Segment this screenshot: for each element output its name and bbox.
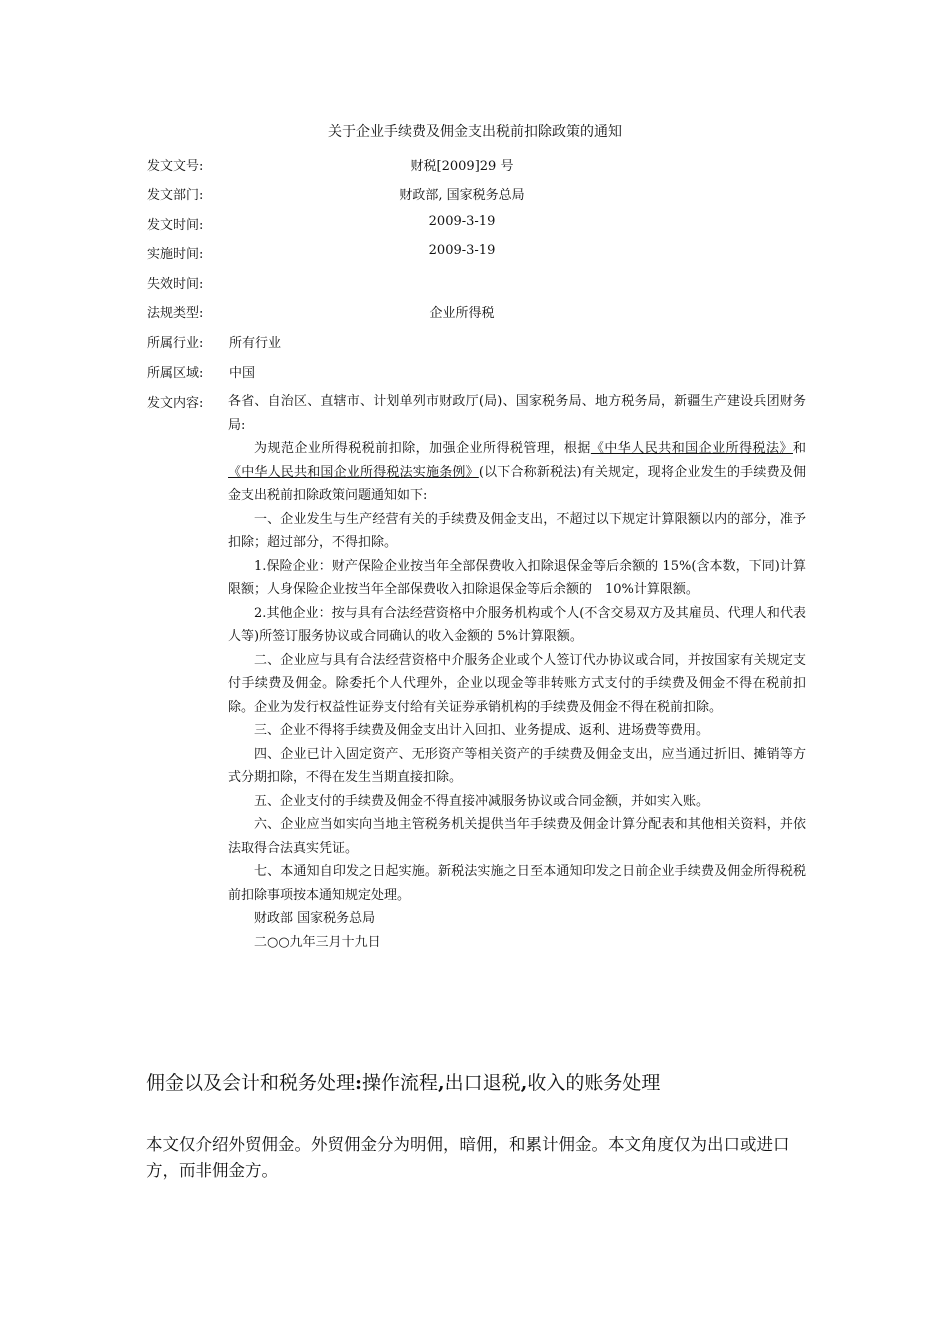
paragraph: 五、企业支付的手续费及佣金不得直接冲减服务协议或合同金额，并如实入账。 [254, 793, 710, 809]
field-doc-number [147, 155, 807, 175]
field-value: 中国 [229, 366, 256, 381]
field-effective-date [147, 243, 807, 263]
heading-part: 操作流程 [362, 1072, 439, 1094]
heading-punct: , [520, 1072, 528, 1094]
addressee: 各省、自治区、直辖市、计划单列市财政厅(局)、国家税务局、地方税务局，新疆生产建设兵团财务局: [228, 394, 806, 433]
intro-post: (以下合称新税法)有关规定，现将企业发生的手续费及佣金支出税前扣除政策问题通知如下: [228, 464, 806, 503]
field-label: 所属行业: [147, 336, 204, 351]
implementation-rules-link[interactable]: 《中华人民共和国企业所得税法实施条例》 [228, 464, 479, 480]
notice-title: 关于企业手续费及佣金支出税前扣除政策的通知 [328, 124, 622, 140]
paragraph: 六、企业应当如实向当地主管税务机关提供当年手续费及佣金计算分配表和其他相关资料，并依法取得合法真实凭证。 [228, 817, 806, 856]
signature: 财政部 国家税务总局 [254, 911, 376, 926]
paragraph: 七、本通知自印发之日起实施。新税法实施之日至本通知印发之日前企业手续费及佣金所得税税前扣除事项按本通知规定处理。 [228, 864, 806, 903]
paragraph: 二、企业应与具有合法经营资格中介服务企业或个人签订代办协议或合同，并按国家有关规定支付手续费及佣金。除委托个人代理外，企业以现金等非转账方式支付的手续费及佣金不得在税前扣除。企业为发行权益性证券支付给有关证券承销机构的手续费及佣金不得在税前扣除。 [228, 652, 806, 715]
heading-part: 佣金以及会计和税务处理 [146, 1072, 356, 1094]
field-regulation-type [147, 302, 807, 322]
heading-punct: : [355, 1072, 363, 1094]
intro-pre: 为规范企业所得税税前扣除，加强企业所得税管理，根据 [254, 441, 591, 456]
intro-paragraph [228, 437, 806, 508]
paragraph: 四、企业已计入固定资产、无形资产等相关资产的手续费及佣金支出，应当通过折旧、摊销等方式分期扣除，不得在发生当期直接扣除。 [228, 746, 806, 785]
article-intro: 本文仅介绍外贸佣金。外贸佣金分为明佣，暗佣，和累计佣金。本文角度仅为出口或进口方，而非佣金方。 [146, 1135, 790, 1180]
field-value: 所有行业 [229, 336, 282, 351]
intro-mid: 和 [792, 441, 806, 456]
field-value: 企业所得税 [429, 306, 495, 321]
field-label: 发文部门: [147, 188, 204, 203]
heading-part: 收入的账务处理 [527, 1072, 661, 1094]
field-issue-date [147, 214, 807, 234]
heading-punct: , [438, 1072, 445, 1094]
field-region [147, 362, 807, 382]
notice-content [228, 390, 806, 954]
field-label: 法规类型: [147, 306, 204, 321]
field-label: 所属区域: [147, 366, 204, 381]
field-issuer [147, 184, 807, 204]
article-heading [146, 1068, 846, 1095]
heading-part: 出口退税 [444, 1072, 521, 1094]
field-value: 2009-3-19 [428, 243, 496, 258]
field-label: 发文文号: [147, 159, 204, 174]
field-industry [147, 332, 807, 352]
paragraph: 三、企业不得将手续费及佣金支出计入回扣、业务提成、返利、进场费等费用。 [254, 723, 710, 738]
field-value: 财税[2009]29 号 [410, 159, 514, 174]
field-label: 失效时间: [147, 277, 204, 292]
paragraph: 2.其他企业：按与具有合法经营资格中介服务机构或个人(不含交易双方及其雇员、代理人和代表人等)所签订服务协议或合同确认的收入金额的 5%计算限额。 [228, 605, 806, 644]
field-expiry-date [147, 273, 807, 293]
paragraph: 1.保险企业：财产保险企业按当年全部保费收入扣除退保金等后余额的 15%(含本数，下同)计算限额；人身保险企业按当年全部保费收入扣除退保金等后余额的 10%计算限额。 [228, 558, 806, 597]
field-label: 发文时间: [147, 218, 204, 233]
field-label: 发文内容: [147, 396, 204, 411]
field-label: 实施时间: [147, 247, 204, 262]
field-value: 2009-3-19 [428, 214, 496, 229]
signature-date: 二○○九年三月十九日 [254, 934, 381, 950]
field-value: 财政部, 国家税务总局 [399, 188, 525, 203]
paragraph: 一、企业发生与生产经营有关的手续费及佣金支出，不超过以下规定计算限额以内的部分，准予扣除；超过部分，不得扣除。 [228, 511, 806, 550]
tax-law-link[interactable]: 《中华人民共和国企业所得税法》 [590, 441, 793, 456]
